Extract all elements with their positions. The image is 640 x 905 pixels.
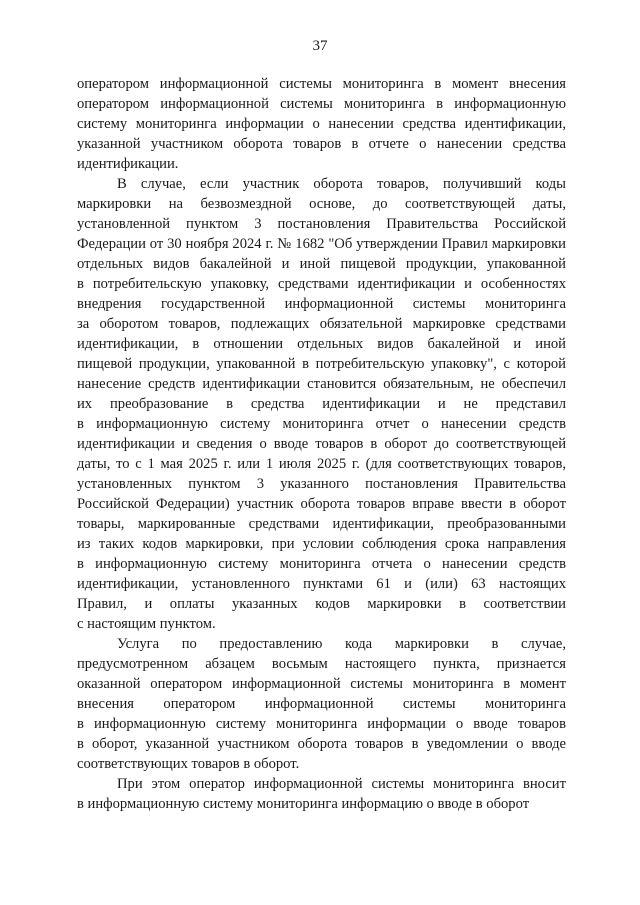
paragraph-line: идентификации.	[77, 156, 179, 172]
paragraph-line: их преобразование в средства идентификации и не представил	[77, 396, 566, 412]
paragraph-line: идентификации, установленного пунктами 61 и (или) 63 настоящих	[77, 576, 566, 592]
paragraph-line: пищевой продукции, упакованной в потребительскую упаковку", с которой	[77, 356, 566, 372]
paragraph-line: в информационную систему мониторинга информацию о вводе в оборот	[77, 796, 530, 812]
paragraph-line: из таких кодов маркировки, при условии соблюдения срока направления	[77, 536, 566, 552]
paragraph-line: указанной участником оборота товаров в отчете о нанесении средства	[77, 136, 566, 152]
paragraph	[77, 174, 566, 634]
paragraph-line: внедрения государственной информационной системы мониторинга	[77, 296, 566, 312]
paragraph-line: установленной пунктом 3 постановления Правительства Российской	[77, 216, 566, 232]
paragraph-line: в потребительскую упаковку, средствами идентификации и особенностях	[77, 276, 566, 292]
page-number: 37	[312, 38, 328, 54]
paragraph-line: Услуга по предоставлению кода маркировки в случае,	[117, 636, 566, 652]
paragraph-line: идентификации и сведения о вводе товаров в оборот до соответствующей	[77, 436, 566, 452]
paragraph-line: При этом оператор информационной системы мониторинга вносит	[117, 776, 566, 792]
paragraph-line: в информационную систему мониторинга информации о вводе товаров	[77, 716, 566, 732]
paragraph-line: оператором информационной системы мониторинга в момент внесения	[77, 76, 566, 92]
paragraph-line: Федерации от 30 ноября 2024 г. № 1682 "Об утверждении Правил маркировки	[77, 236, 566, 252]
paragraph-line: Правил, и оплаты указанных кодов маркировки в соответствии	[77, 596, 566, 612]
paragraph-line: в информационную систему мониторинга отчет о нанесении средств	[77, 416, 566, 432]
paragraph-line: даты, то с 1 мая 2025 г. или 1 июля 2025 г. (для соответствующих товаров,	[77, 456, 566, 472]
document-body	[77, 74, 566, 814]
paragraph-line: Российской Федерации) участник оборота товаров вправе ввести в оборот	[77, 496, 566, 512]
paragraph-line: систему мониторинга информации о нанесении средства идентификации,	[77, 116, 566, 132]
paragraph-line: соответствующих товаров в оборот.	[77, 756, 300, 772]
paragraph-line: маркировки на безвозмездной основе, до соответствующей даты,	[77, 196, 566, 212]
paragraph-line: отдельных видов бакалейной и иной пищевой продукции, упакованной	[77, 256, 566, 272]
paragraph-line: предусмотренном абзацем восьмым настоящего пункта, признается	[77, 656, 566, 672]
paragraph-line: товары, маркированные средствами идентификации, преобразованными	[77, 516, 566, 532]
paragraph	[77, 634, 566, 774]
paragraph	[77, 774, 566, 814]
paragraph-line: в оборот, указанной участником оборота товаров в уведомлении о вводе	[77, 736, 566, 752]
paragraph-line: оператором информационной системы мониторинга в информационную	[77, 96, 566, 112]
paragraph-line: В случае, если участник оборота товаров, получивший коды	[117, 176, 566, 192]
paragraph-line: установленных пунктом 3 указанного постановления Правительства	[77, 476, 566, 492]
paragraph-line: оказанной оператором информационной системы мониторинга в момент	[77, 676, 566, 692]
paragraph-line: внесения оператором информационной системы мониторинга	[77, 696, 566, 712]
paragraph-line: идентификации, в отношении отдельных видов бакалейной и иной	[77, 336, 566, 352]
paragraph-line: с настоящим пунктом.	[77, 616, 216, 632]
paragraph-line: в информационную систему мониторинга отчета о нанесении средств	[77, 556, 566, 572]
paragraph-line: за оборотом товаров, подлежащих обязательной маркировке средствами	[77, 316, 566, 332]
paragraph-line: нанесение средств идентификации становится обязательным, не обеспечил	[77, 376, 566, 392]
paragraph	[77, 74, 566, 174]
